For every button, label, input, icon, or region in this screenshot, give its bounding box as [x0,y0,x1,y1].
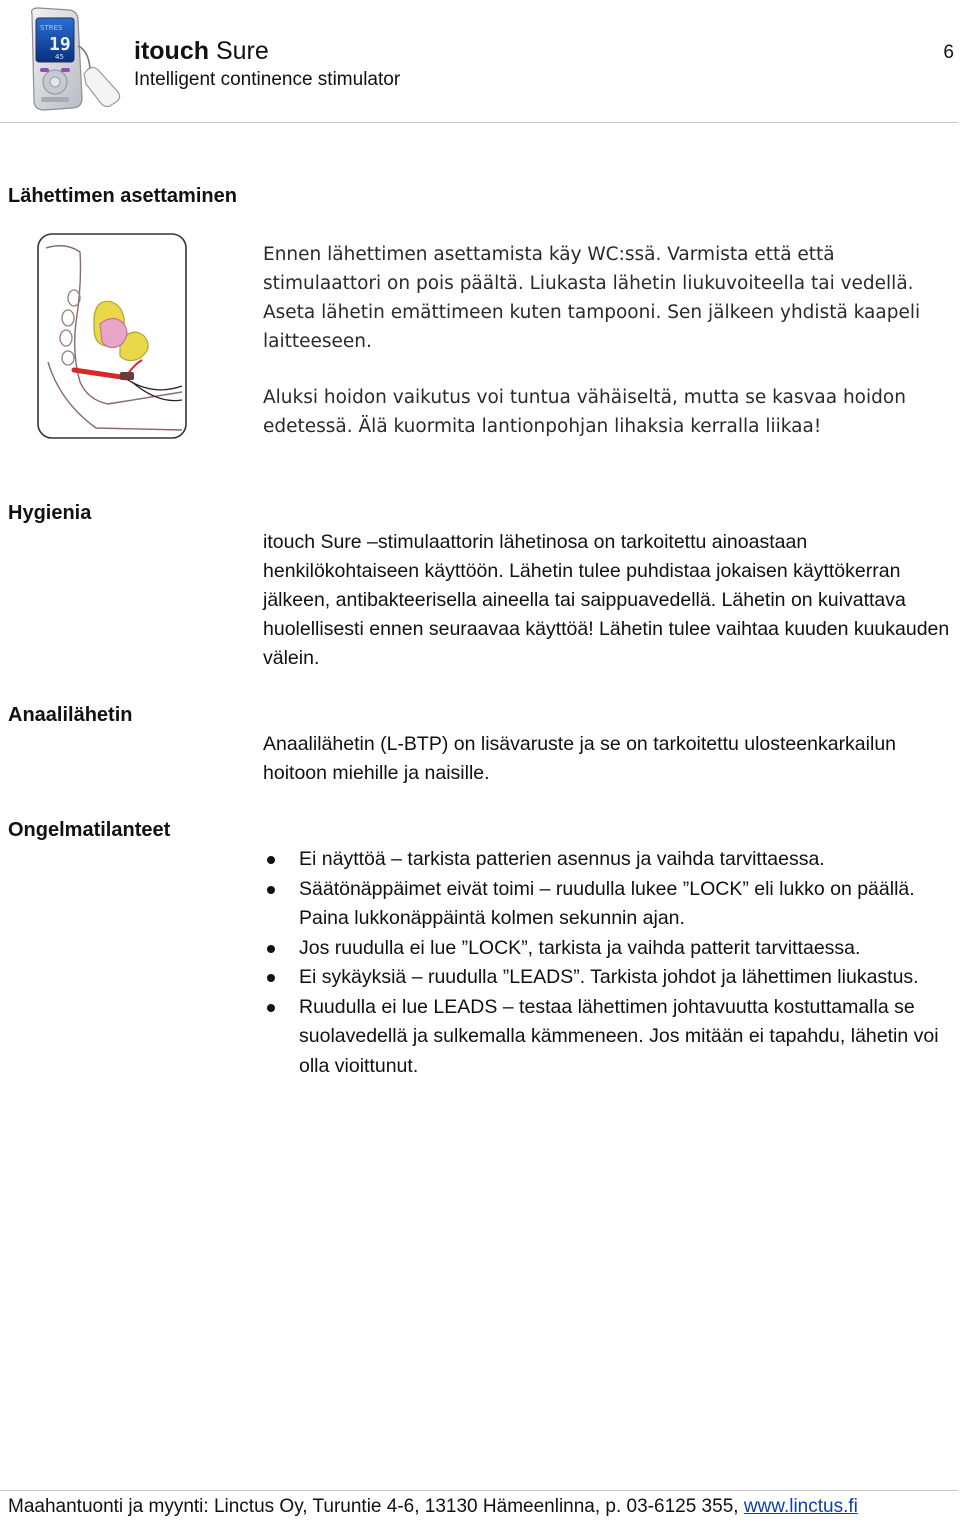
hygiene-paragraph: itouch Sure –stimulaattorin lähetinosa on tarkoitettu ainoastaan henkilökohtaiseen käyttöön. Lähetin tulee puhdistaa jokaisen käyttökerran jälkeen, antibakteerisella aineella tai saippuavedellä. Lähetin on kuivattava huolellisesti ennen seuraavaa käyttöä! Lähetin tulee vaihtaa kuuden kuukauden välein. [263,531,950,669]
problems-list [263,845,953,1081]
heading-anal-transmitter: Anaalilähetin [8,704,133,726]
website-link[interactable]: www.linctus.fi [743,1496,858,1517]
footer-text: Maahantuonti ja myynti: Linctus Oy, Turuntie 4-6, 13130 Hämeenlinna, p. 03-6125 355, [8,1496,744,1517]
header-divider [0,122,958,123]
device-image [22,6,134,114]
device-screen-number: 19 [49,34,71,55]
brand-title [134,36,269,66]
heading-problems: Ongelmatilanteet [8,819,171,841]
list-item: Säätönäppäimet eivät toimi – ruudulla lukee ”LOCK” eli lukko on päällä. Paina lukkonäppäintä kolmen sekunnin ajan. [263,875,953,934]
footer [8,1494,858,1520]
device-screen-small-number: 45 [55,53,64,61]
list-item: Ei sykäyksiä – ruudulla ”LEADS”. Tarkista johdot ja lähettimen liukastus. [263,963,953,993]
placement-illustration [36,232,188,440]
anal-transmitter-paragraph: Anaalilähetin (L-BTP) on lisävaruste ja se on tarkoitettu ulosteenkarkailun hoitoon miehille ja naisille. [263,733,897,784]
placement-paragraph-1: Ennen lähettimen asettamista käy WC:ssä. Varmista että että stimulaattori on pois päältä. Liukasta lähetin liukuvoiteella tai vedellä. Aseta lähetin emättimeen kuten tampooni. Sen jälkeen yhdistä kaapeli laitteeseen. [263,244,921,352]
brand-name-first: itouch [134,37,209,65]
device-screen-top-text: STRES [40,24,63,32]
list-item: Jos ruudulla ei lue ”LOCK”, tarkista ja vaihda patterit tarvittaessa. [263,934,953,964]
heading-hygiene: Hygienia [8,502,92,524]
heading-placement: Lähettimen asettaminen [8,185,237,207]
page-number: 6 [943,42,954,63]
placement-paragraph-2: Aluksi hoidon vaikutus voi tuntua vähäiseltä, mutta se kasvaa hoidon edetessä. Älä kuormita lantionpohjan lihaksia kerralla liikaa! [263,387,906,437]
brand-name-rest: Sure [209,37,269,65]
brand-subtitle: Intelligent continence stimulator [134,69,401,90]
list-item: Ruudulla ei lue LEADS – testaa lähettimen johtavuutta kostuttamalla se suolavedellä ja sulkemalla kämmeneen. Jos mitään ei tapahdu, lähetin voi olla vioittunut. [263,993,953,1082]
list-item: Ei näyttöä – tarkista patterien asennus ja vaihda tarvittaessa. [263,845,953,875]
footer-divider [0,1490,958,1491]
